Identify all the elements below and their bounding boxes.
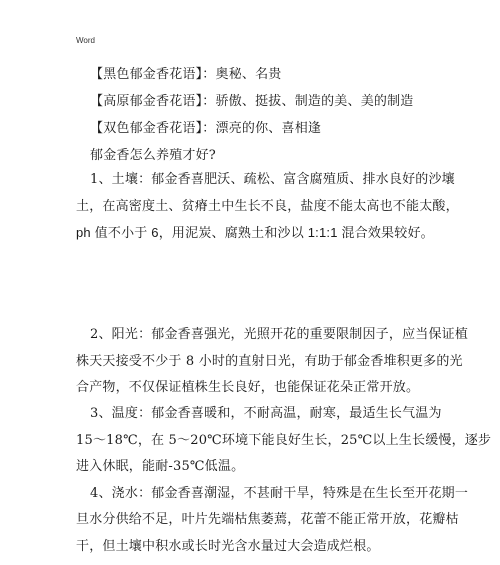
paragraph-watering-line-1: 4、浇水：郁金香喜潮湿，不甚耐干旱，特殊是在生长至开花期一 <box>90 486 469 501</box>
paragraph-sunlight-line-1: 2、阳光：郁金香喜强光，光照开花的重要限制因子，应当保证植 <box>90 327 469 342</box>
paragraph-soil-line-1: 1、土壤：郁金香喜肥沃、疏松、富含腐殖质、排水良好的沙壤 <box>90 172 455 187</box>
flower-language-bicolor: 【双色郁金香花语】：漂亮的你、喜相逢 <box>90 121 322 136</box>
section-question: 郁金香怎么养殖才好? <box>90 148 216 163</box>
paragraph-temperature-line-3: 进入休眠，能耐-35℃低温。 <box>76 459 245 474</box>
paragraph-watering-line-3: 干，但土壤中积水或长时光含水量过大会造成烂根。 <box>76 539 380 554</box>
paragraph-soil-line-2: 土，在高密度土、贫瘠土中生长不良，盐度不能太高也不能太酸， <box>76 199 459 214</box>
app-label: Word <box>76 36 95 45</box>
paragraph-sunlight-line-2: 株天天接受不少于 8 小时的直射日光，有助于郁金香堆积更多的光 <box>76 354 463 369</box>
paragraph-temperature-line-2: 15～18℃，在 5～20℃环境下能良好生长，25℃以上生长缓慢，逐步 <box>76 433 492 448</box>
paragraph-sunlight-line-3: 合产物，不仅保证植株生长良好，也能保证花朵正常开放。 <box>76 380 420 395</box>
paragraph-watering-line-2: 旦水分供给不足，叶片先端枯焦萎蔫，花蕾不能正常开放，花瓣枯 <box>76 512 459 527</box>
paragraph-temperature-line-1: 3、温度：郁金香喜暖和，不耐高温，耐寒，最适生长气温为 <box>90 406 442 421</box>
paragraph-soil-line-3: ph 值不小于 6，用泥炭、腐熟土和沙以 1:1:1 混合效果较好。 <box>76 225 434 240</box>
flower-language-black: 【黑色郁金香花语】：奥秘、名贵 <box>90 67 282 82</box>
flower-language-plateau: 【高原郁金香花语】：骄傲、挺拔、制造的美、美的制造 <box>90 94 414 109</box>
